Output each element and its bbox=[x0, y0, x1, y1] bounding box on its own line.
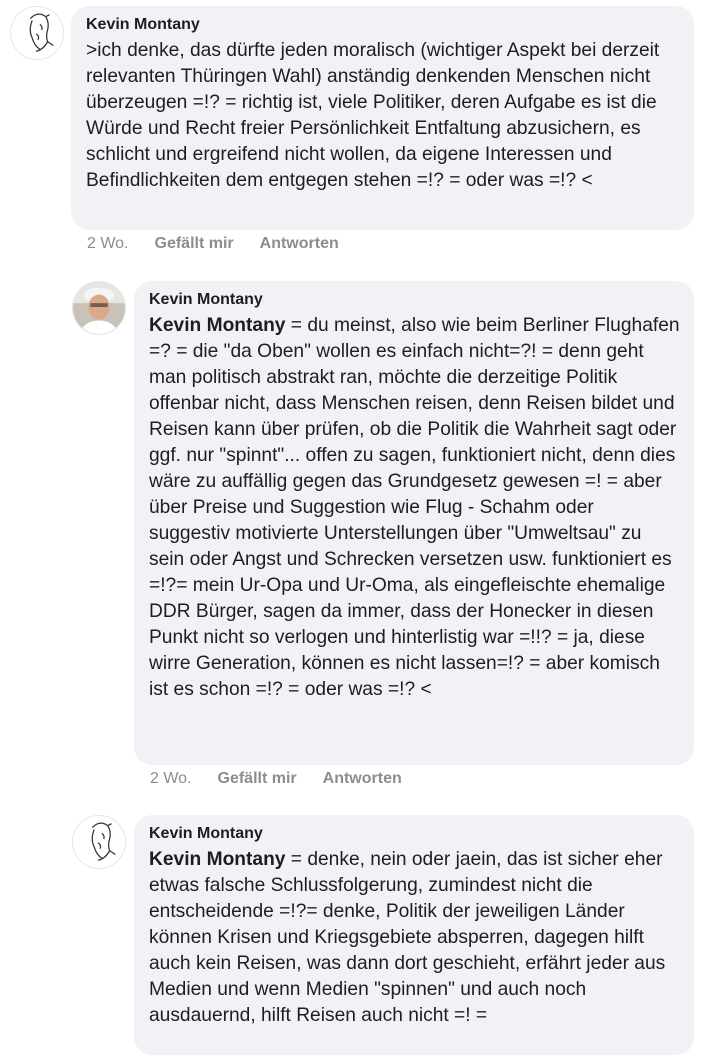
like-button[interactable]: Gefällt mir bbox=[217, 770, 297, 787]
comment-author[interactable]: Kevin Montany bbox=[86, 16, 200, 33]
comment-bubble bbox=[134, 815, 694, 1055]
comment-author[interactable]: Kevin Montany bbox=[149, 825, 263, 842]
like-button[interactable]: Gefällt mir bbox=[154, 235, 234, 252]
avatar[interactable] bbox=[72, 815, 126, 869]
comment-mention[interactable]: Kevin Montany bbox=[149, 315, 286, 336]
comment-timestamp[interactable]: 2 Wo. bbox=[87, 235, 129, 252]
reply-button[interactable]: Antworten bbox=[322, 770, 402, 787]
reply-button[interactable]: Antworten bbox=[259, 235, 339, 252]
comment-body: = denke, nein oder jaein, das ist sicher eher etwas falsche Schlussfolgerung, zumindest nicht die entscheidende =!?= denke, Politik der jeweiligen Länder können Krisen und Kriegsgebiete absperren, dagegen hilft auch kein Reisen, was dann dort geschieht, erfährt jeder aus Medien und wenn Medien "spinnen" und auch noch ausdauernd, hilft Reisen auch nicht =! = bbox=[149, 849, 666, 1026]
comment-timestamp[interactable]: 2 Wo. bbox=[150, 770, 192, 787]
comment-body: = du meinst, also wie beim Berliner Flughafen =? = die "da Oben" wollen es einfach nicht=?! = denn geht man politisch abstrakt ran, möchte die derzeitige Politik offenbar nicht, dass Menschen reisen, denn Reisen bildet und Reisen kann über prüfen, ob die Politik die Wahrheit sagt oder ggf. nur "spinnt"... offen zu sagen, funktioniert nicht, denn dies wäre zu auffällig gegen das Grundgesetz gewesen =! = aber über Preise und Suggestion wie Flug - Schahm oder suggestiv motivierte Unterstellungen über "Umweltsau" zu sein oder Angst und Schrecken versetzen usw. funktioniert es =!?= mein Ur-Opa und Ur-Oma, als eingefleischte ehemalige DDR Bürger, sagen da immer, dass der Honecker in diesen Punkt nicht so verlogen und hinterlistig war =!!? = ja, diese wirre Generation, können es nicht lassen=!? = aber komisch ist es schon =!? = oder was =!? < bbox=[149, 315, 680, 700]
comment-author[interactable]: Kevin Montany bbox=[149, 291, 263, 308]
sketch-face-icon bbox=[73, 816, 125, 868]
comment-body: >ich denke, das dürfte jeden moralisch (wichtiger Aspekt bei derzeit relevanten Thüringen Wahl) anständig denkenden Menschen nicht überzeugen =!? = richtig ist, viele Politiker, deren Aufgabe es ist die Würde und Recht freier Persönlichkeit Entfaltung abzusichern, es schlicht und ergreifend nicht wollen, da eigene Interessen und Befindlichkeiten dem entgegen stehen =!? = oder was =!? < bbox=[86, 40, 660, 191]
comment-mention[interactable]: Kevin Montany bbox=[149, 849, 286, 870]
comment-text bbox=[149, 847, 680, 1029]
